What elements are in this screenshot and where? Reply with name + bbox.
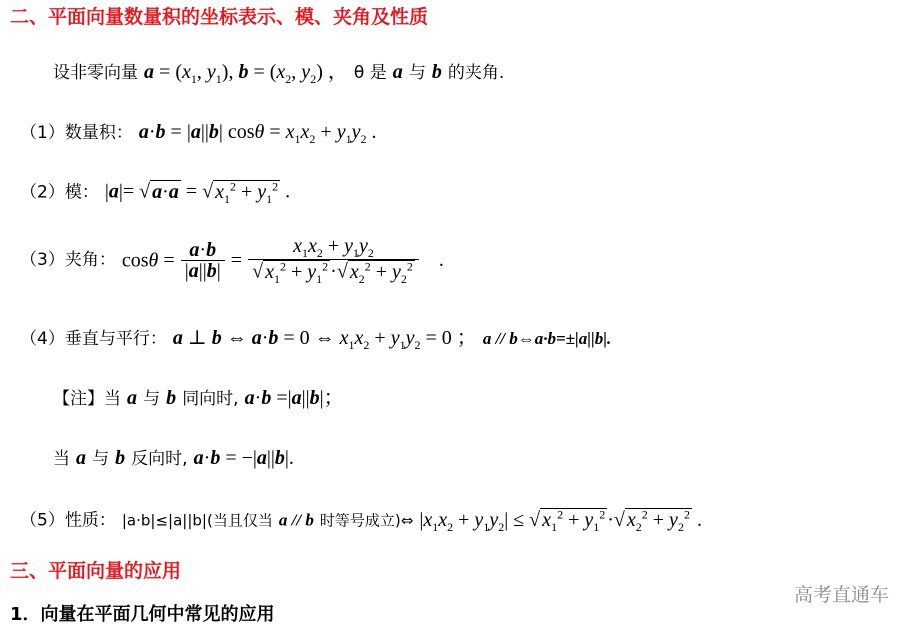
perp-label: （4）垂直与平行： bbox=[20, 329, 167, 349]
setup-suffix: 的夹角. bbox=[447, 63, 505, 83]
prop-text2: 时等号成立)⇔ bbox=[319, 511, 414, 530]
note-opposite-direction: 当 a 与 b 反向时, a·b = −|a||b|. bbox=[53, 447, 294, 469]
prop-label: （5）性质： bbox=[20, 510, 116, 531]
item-property: （5）性质： |a·b|≤|a||b|(当且仅当 a // b 时等号成立)⇔ $|x_1x_2 + y_1y_2|$ ≤ √ $x_1^2 + y_1^2$ ·√ $x_2^2 + y_2^2$ . bbox=[20, 507, 702, 534]
note1-suffix: 同向时, bbox=[182, 389, 239, 409]
watermark: 高考直通车 bbox=[793, 584, 889, 606]
setup-prefix: 设非零向量 bbox=[53, 63, 138, 83]
note1-and: 与 bbox=[143, 389, 161, 409]
item-dot-product bbox=[20, 122, 376, 145]
prop-formula: $|x_1x_2 + y_1y_2|$ ≤ √ $x_1^2 + y_1^2$ ·√ $x_2^2 + y_2^2$ . bbox=[419, 507, 702, 534]
note1-formula: a·b =|a||b|； bbox=[244, 387, 344, 409]
item-perpendicular bbox=[20, 328, 611, 351]
note-same-direction: 【注】当 a 与 b 同向时, a·b =|a||b|； bbox=[53, 387, 344, 409]
setup-line: 设非零向量 $a = (x_1$, $y_1$), $b = (x_2$, $y_2$) ， θ 是 a 与 b 的夹角. bbox=[53, 61, 505, 86]
item-norm bbox=[20, 180, 290, 205]
sub1-title: 1．向量在平面几何中常见的应用 bbox=[10, 604, 275, 625]
note2-formula: a·b = −|a||b|. bbox=[193, 447, 294, 469]
section3-title: 三、平面向量的应用 bbox=[10, 560, 182, 582]
note1-prefix: 【注】当 bbox=[53, 389, 121, 409]
note2-prefix: 当 bbox=[53, 449, 70, 469]
prop-text1: |a·b|≤|a||b|(当且仅当 bbox=[121, 511, 273, 530]
dot-formula: a·b = |a||b| $\cos\theta = x_1x_2 + y_1y_2$ . bbox=[138, 121, 377, 146]
perp-formula: a ⊥ b ⇔ a·b = 0 ⇔ $x_1x_2 + y_1y_2 = 0$ ； bbox=[172, 327, 477, 352]
setup-formula: $a = (x_1$, $y_1$), $b = (x_2$, $y_2$) ， bbox=[144, 61, 348, 86]
angle-label: （3）夹角： bbox=[20, 249, 116, 270]
norm-label: （2）模： bbox=[20, 182, 99, 203]
section2-title: 二、平面向量数量积的坐标表示、模、夹角及性质 bbox=[10, 6, 429, 28]
angle-fraction-1: $\frac{a\cdot b}{|a||b|}$ bbox=[181, 240, 225, 281]
norm-formula: |a|= √ a·a = √ $x_1^2 + y_1^2$ . bbox=[104, 179, 291, 206]
angle-fraction-2: $\frac{x_1x_2 + y_1y_2}{√ x_1^2 + y_1^2 \cdot√ x_2^2 + y_2^2}$ bbox=[248, 236, 419, 285]
note2-suffix: 反向时, bbox=[131, 449, 188, 469]
dot-label: （1）数量积： bbox=[20, 123, 133, 143]
parallel-formula: a // b⇔a·b=±|a||b|. bbox=[482, 329, 612, 348]
angle-cos: cosθ = bbox=[121, 249, 175, 272]
setup-and: 与 bbox=[408, 63, 426, 83]
setup-theta: θ 是 bbox=[353, 63, 387, 83]
note2-and: 与 bbox=[92, 449, 110, 469]
item-angle: （3）夹角： cosθ = $\frac{a\cdot b}{|a||b|}$ = $\frac{x_1x_2 + y_1y_2}{√ x_1^2 + y_1^2 \cdot√ x_2^2 + y_2^2}$ . bbox=[20, 235, 444, 286]
